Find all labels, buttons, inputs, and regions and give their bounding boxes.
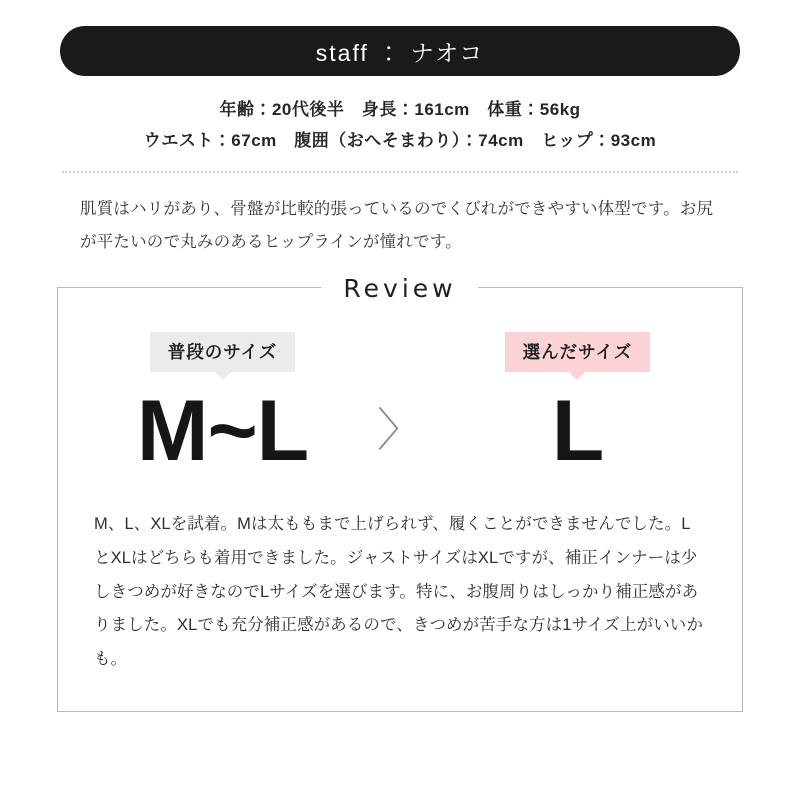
profile-stats-line-2: ウエスト：67cm 腹囲（おへそまわり）：74cm ヒップ：93cm	[143, 131, 657, 151]
usual-size-value: M~L	[136, 382, 309, 479]
review-body-text: M、L、XLを試着。Mは太ももまで上げられず、履くことができませんでした。LとXLはどちらも着用できました。ジャストサイズはXLですが、補正インナーは少しきつめが好きなのでLサイズを選びます。特に、お腹周りはしっかり補正感がありました。XLでも充分補正感があるので、きつめが苦手な方は1サイズ上がいいかも。	[94, 514, 704, 669]
dotted-divider	[62, 171, 738, 173]
staff-name-label: staff ： ナオコ	[315, 39, 485, 66]
chosen-size-tag: 選んだサイズ	[505, 332, 651, 372]
body-type-description: 肌質はハリがあり、骨盤が比較的張っているのでくびれができやすい体型です。お尻が平たいので丸みのあるヒップラインが憧れです。	[80, 199, 714, 251]
profile-stats	[0, 94, 800, 157]
size-comparison-row	[94, 332, 706, 479]
review-section	[57, 273, 743, 712]
review-title: Review	[321, 274, 478, 303]
staff-header-bar	[60, 26, 740, 76]
chosen-size-block	[449, 332, 706, 479]
usual-size-block	[94, 332, 351, 479]
size-arrow-icon: 〉	[377, 402, 423, 457]
usual-size-tag: 普段のサイズ	[150, 332, 296, 372]
chosen-size-value: L	[551, 382, 604, 479]
profile-stats-line-1: 年齢：20代後半 身長：161cm 体重：56kg	[219, 100, 581, 119]
